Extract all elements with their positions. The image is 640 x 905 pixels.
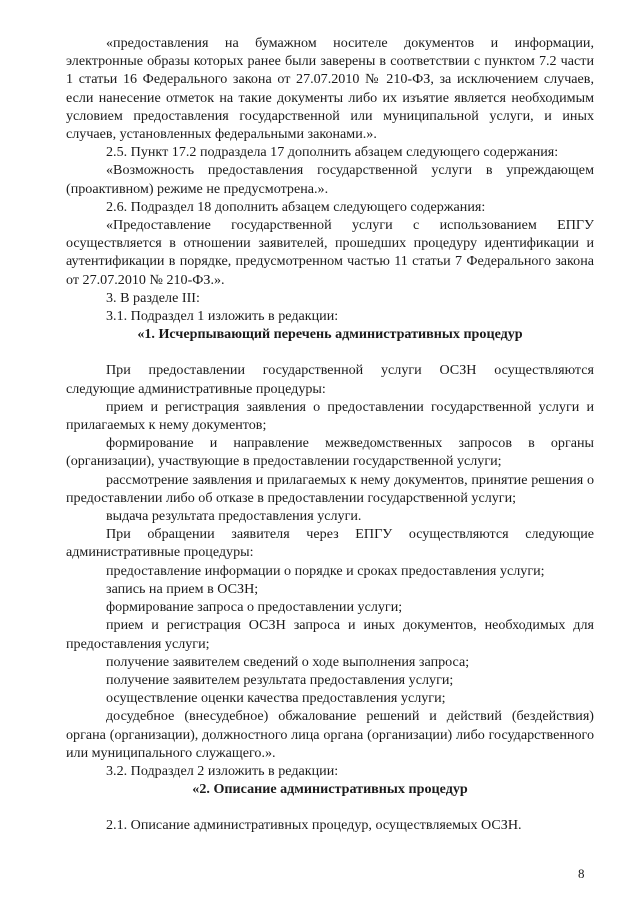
list-item: формирование и направление межведомственных запросов в органы (организации), участвующие в предоставлении государственной услуги; — [66, 435, 594, 470]
list-item: формирование запроса о предоставлении услуги; — [106, 599, 403, 616]
list-item: прием и регистрация заявления о предоставлении государственной услуги и прилагаемых к нему документов; — [66, 398, 594, 434]
heading-procedures-description: «2. Описание административных процедур — [192, 781, 468, 798]
list-item: досудебное (внесудебное) обжалование решений и действий (бездействия) органа (организации), должностного лица органа (организации) либо государственного или муниципального служащего.». — [66, 708, 594, 761]
heading-procedures-list: «1. Исчерпывающий перечень административных процедур — [137, 326, 523, 343]
paragraph-epgu-procedures-intro: При обращении заявителя через ЕПГУ осуществляются следующие административные процедуры: — [66, 526, 594, 561]
list-item: рассмотрение заявления и прилагаемых к нему документов, принятие решения о предоставлении либо об отказе в предоставлении государственной услуги; — [66, 471, 594, 506]
list-item: прием и регистрация ОСЗН запроса и иных документов, необходимых для предоставления услуги; — [66, 617, 594, 652]
document-body — [66, 34, 594, 835]
paragraph-2-5: 2.5. Пункт 17.2 подраздела 17 дополнить абзацем следующего содержания: — [106, 144, 559, 161]
paragraph-3-2: 3.2. Подраздел 2 изложить в редакции: — [106, 762, 339, 779]
paragraph-proactive: «Возможность предоставления государственной услуги в упреждающем (проактивном) режиме не предусмотрена.». — [66, 162, 594, 197]
paragraph-section-3: 3. В разделе III: — [106, 289, 200, 306]
list-item: предоставление информации о порядке и сроках предоставления услуги; — [106, 562, 545, 579]
paragraph-procedures-intro: При предоставлении государственной услуги ОСЗН осуществляются следующие административные процедуры: — [66, 362, 594, 397]
list-item: запись на прием в ОСЗН; — [106, 580, 259, 597]
paragraph-3-1: 3.1. Подраздел 1 изложить в редакции: — [106, 308, 339, 325]
paragraph-2-1: 2.1. Описание административных процедур, осуществляемых ОСЗН. — [106, 817, 522, 834]
list-item: получение заявителем сведений о ходе выполнения запроса; — [106, 653, 470, 670]
list-item: осуществление оценки качества предоставления услуги; — [106, 690, 446, 707]
paragraph-epgu: «Предоставление государственной услуги с использованием ЕПГУ осуществляется в отношении заявителей, прошедших процедуру идентификации и аутентификации в порядке, предусмотренном частью 11 статьи 7 Федерального закона от 27.07.2010 № 210-ФЗ.». — [66, 217, 594, 288]
page-number: 8 — [578, 866, 585, 881]
paragraph-2-6: 2.6. Подраздел 18 дополнить абзацем следующего содержания: — [106, 198, 486, 215]
list-item: получение заявителем результата предоставления услуги; — [106, 671, 454, 688]
list-item: выдача результата предоставления услуги. — [106, 508, 362, 525]
paragraph-continuation: «предоставления на бумажном носителе документов и информации, электронные образы которых ранее были заверены в соответствии с пунктом 7.2 части 1 статьи 16 Федерального закона от 27.07.2010 № 210-ФЗ, за исключением случаев, если нанесение отметок на такие документы либо их изъятие является необходимым условием предоставления государственной или муниципальной услуги, и иных случаев, установленных федеральными законами.». — [66, 35, 594, 143]
